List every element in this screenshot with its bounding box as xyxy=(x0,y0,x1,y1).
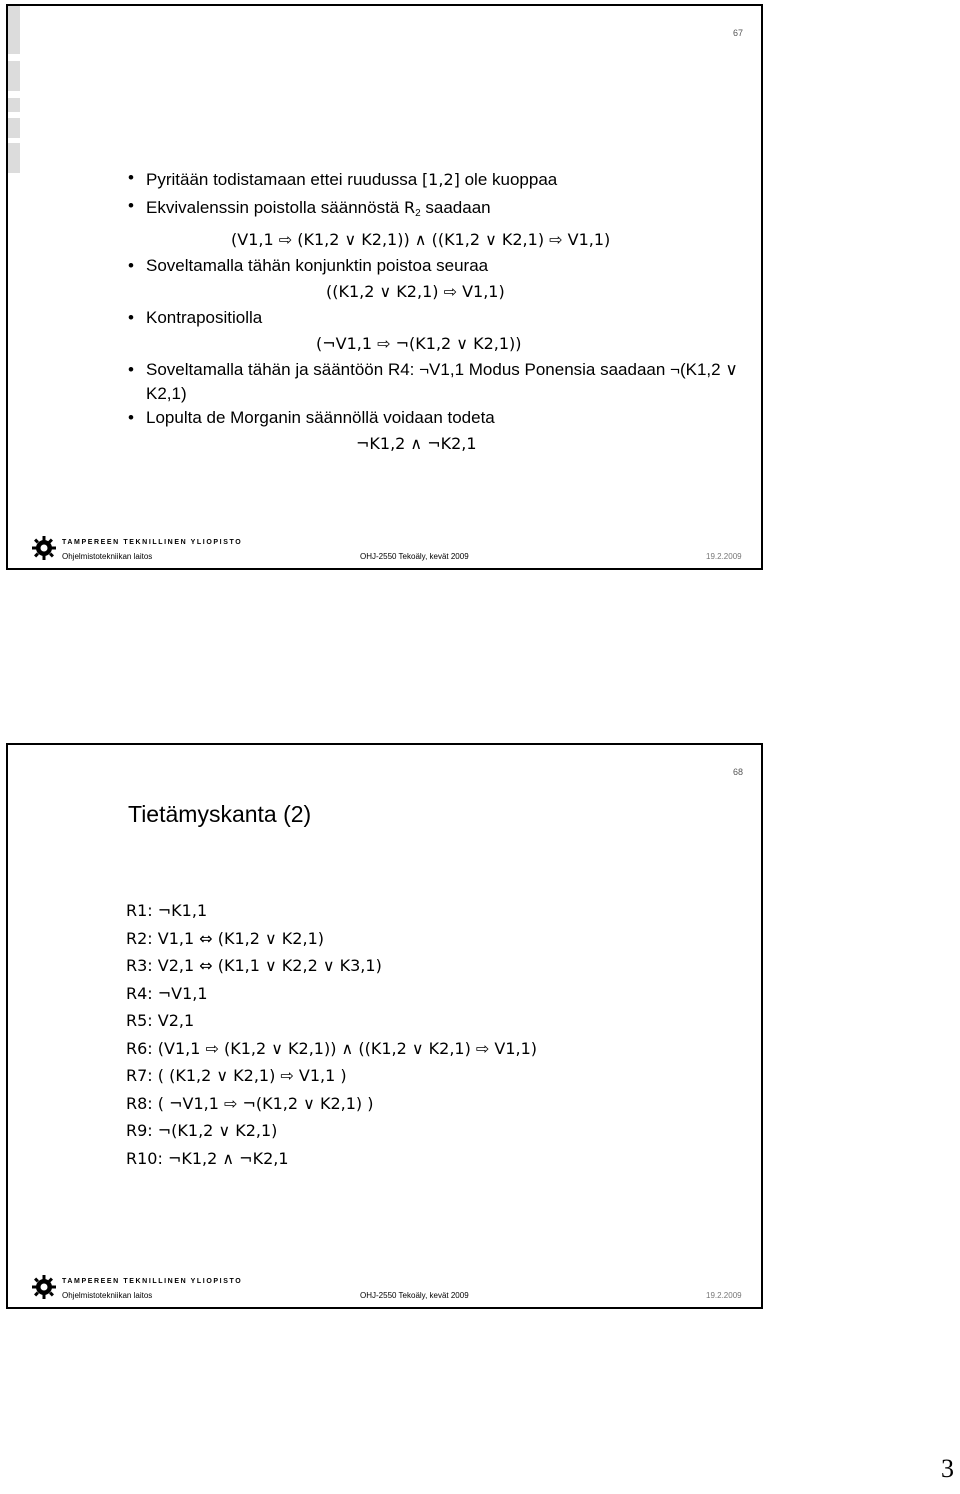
footer-date: 19.2.2009 xyxy=(706,1291,742,1300)
bullet-item: • Pyritään todistamaan ettei ruudussa [1,2] ole kuoppaa xyxy=(126,166,746,194)
bullet-item: • Soveltamalla tähän ja sääntöön R4: ¬V1,1 Modus Ponensia saadaan ¬(K1,2 ∨ K2,1) xyxy=(126,358,746,406)
university-name: TAMPEREEN TEKNILLINEN YLIOPISTO xyxy=(62,1278,243,1285)
slide-68 xyxy=(6,743,763,1309)
formula-line: (V1,1 ⇨ (K1,2 ∨ K2,1)) ∧ ((K1,2 ∨ K2,1) ⇨ V1,1) xyxy=(231,230,611,249)
slide-67 xyxy=(6,4,763,570)
rule-line: R3: V2,1 ⇔ (K1,1 ∨ K2,2 ∨ K3,1) xyxy=(126,956,382,975)
rule-line: R2: V1,1 ⇔ (K1,2 ∨ K2,1) xyxy=(126,928,324,948)
course-name: OHJ-2550 Tekoäly, kevät 2009 xyxy=(360,1291,469,1300)
department-name: Ohjelmistotekniikan laitos xyxy=(62,552,153,561)
formula-line: (¬V1,1 ⇨ ¬(K1,2 ∨ K2,1)) xyxy=(316,334,522,353)
rule-line: R10: ¬K1,2 ∧ ¬K2,1 xyxy=(126,1148,289,1168)
page-number: 3 xyxy=(941,1454,954,1483)
formula-line: ¬K1,2 ∧ ¬K2,1 xyxy=(356,434,477,453)
rule-line: R1: ¬K1,1 xyxy=(126,901,208,920)
rules-list xyxy=(126,897,537,1172)
footer-date: 19.2.2009 xyxy=(706,552,742,561)
slide-footer xyxy=(32,1275,752,1305)
bullet-item: • Ekvivalenssin poistolla säännöstä $R_2$ saadaan xyxy=(126,194,746,226)
university-name: TAMPEREEN TEKNILLINEN YLIOPISTO xyxy=(62,539,243,546)
bullet-item: • Soveltamalla tähän konjunktin poistoa seuraa xyxy=(126,254,746,278)
rule-line: R7: ( (K1,2 ∨ K2,1) ⇨ V1,1 ) xyxy=(126,1066,347,1085)
rule-line: R9: ¬(K1,2 ∨ K2,1) xyxy=(126,1121,278,1140)
slide-content xyxy=(126,166,746,458)
slide-number: 68 xyxy=(732,767,743,777)
bullet-item: • Lopulta de Morganin säännöllä voidaan todeta xyxy=(126,406,746,430)
gear-logo-icon xyxy=(32,1275,56,1299)
course-name: OHJ-2550 Tekoäly, kevät 2009 xyxy=(360,552,469,561)
slide-footer xyxy=(32,536,752,566)
bullet-item: • Kontrapositiolla xyxy=(126,306,746,330)
gear-logo-icon xyxy=(32,536,56,560)
department-name: Ohjelmistotekniikan laitos xyxy=(62,1291,153,1300)
slide-number: 67 xyxy=(732,28,743,38)
formula-line: ((K1,2 ∨ K2,1) ⇨ V1,1) xyxy=(326,282,505,301)
rule-line: R5: V2,1 xyxy=(126,1011,195,1030)
rule-line: R6: (V1,1 ⇨ (K1,2 ∨ K2,1)) ∧ ((K1,2 ∨ K2,1) ⇨ V1,1) xyxy=(126,1038,538,1058)
slide-title: Tietämyskanta (2) xyxy=(128,801,312,827)
rule-line: R4: ¬V1,1 xyxy=(126,983,208,1003)
rule-line: R8: ( ¬V1,1 ⇨ ¬(K1,2 ∨ K2,1) ) xyxy=(126,1093,374,1113)
slide-decoration xyxy=(8,6,28,206)
